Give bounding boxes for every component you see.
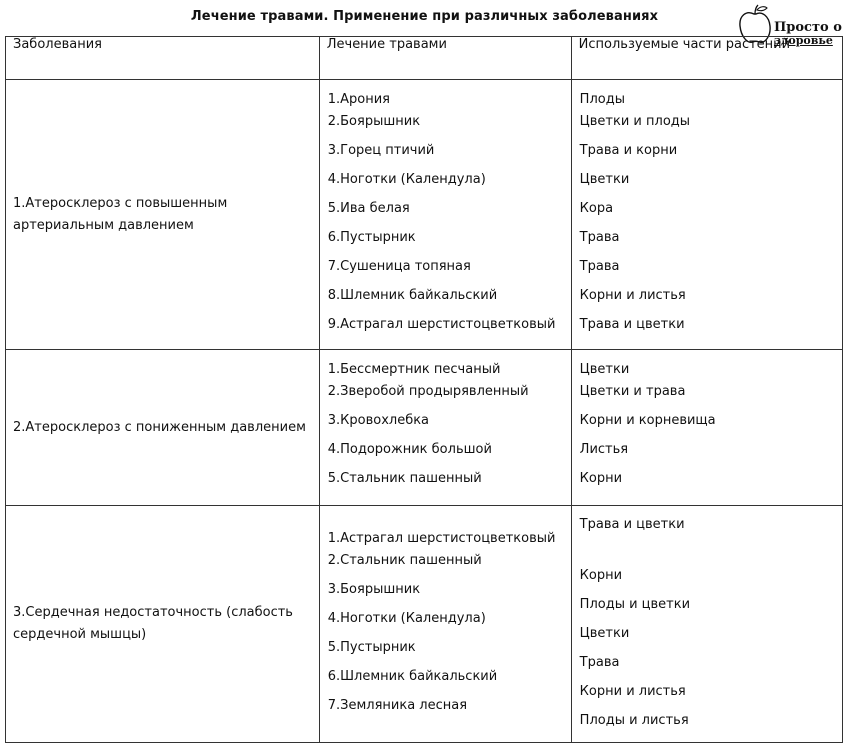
table-row: [6, 350, 843, 506]
herb-item: 4.Ноготки (Календула): [327, 611, 486, 626]
part-item: Корни и листья: [579, 288, 686, 303]
table-row: [6, 506, 843, 743]
part-item: Кора: [579, 201, 614, 216]
part-item: Плоды и цветки: [579, 597, 691, 612]
table-row: [6, 80, 843, 350]
herb-item: 2.Стальник пашенный: [327, 553, 482, 568]
herb-item: 4.Подорожник большой: [327, 442, 492, 457]
herb-item: 3.Кровохлебка: [327, 413, 430, 428]
herb-item: 1.Арония: [327, 92, 391, 107]
part-item: Трава: [579, 230, 620, 245]
herb-item: 7.Сушеница топяная: [327, 259, 471, 274]
part-item: Трава и цветки: [579, 517, 685, 532]
herb-item: 5.Ива белая: [327, 201, 410, 216]
part-item: Листья: [579, 442, 629, 457]
herb-item: 4.Ноготки (Календула): [327, 172, 486, 187]
part-item: Корни и корневища: [579, 413, 716, 428]
herb-item: 5.Пустырник: [327, 640, 416, 655]
disease-cell: [6, 80, 320, 350]
disease-name: 1.Атеросклероз с повышенным артериальным давлением: [13, 195, 228, 233]
herb-item: 1.Бессмертник песчаный: [327, 362, 501, 377]
part-item: Цветки и плоды: [579, 114, 691, 129]
disease-cell: [6, 350, 320, 506]
disease-cell: [6, 506, 320, 743]
part-item: Корни: [579, 568, 623, 583]
parts-cell: [571, 506, 842, 743]
herbs-cell: [319, 350, 571, 506]
part-item: Плоды и листья: [579, 713, 689, 728]
herbs-cell: [319, 506, 571, 743]
herb-item: 2.Зверобой продырявленный: [327, 384, 529, 399]
disease-name: 2.Атеросклероз с пониженным давлением: [13, 419, 306, 435]
part-item: Корни: [579, 471, 623, 486]
header-diseases: Заболевания: [6, 37, 320, 80]
page-title: Лечение травами. Применение при различных заболеваниях: [190, 9, 659, 24]
herb-item: 6.Шлемник байкальский: [327, 669, 498, 684]
disease-name: 3.Сердечная недостаточность (слабость сердечной мышцы): [13, 605, 293, 642]
part-item: Цветки: [579, 626, 630, 641]
logo-line2: здоровье: [774, 34, 833, 47]
herb-item: 7.Земляника лесная: [327, 698, 468, 713]
parts-cell: [571, 350, 842, 506]
herb-item: 9.Астрагал шерстистоцветковый: [327, 317, 556, 332]
part-item: Цветки и трава: [579, 384, 686, 399]
header-herbal-treatment: Лечение травами: [319, 37, 571, 80]
part-item: Трава и корни: [579, 143, 678, 158]
part-item: Трава: [579, 655, 620, 670]
part-item: Цветки: [579, 362, 630, 377]
herb-item: 6.Пустырник: [327, 230, 416, 245]
herb-item: 3.Горец птичий: [327, 143, 435, 158]
herb-item: 5.Стальник пашенный: [327, 471, 482, 486]
herb-item: 3.Боярышник: [327, 582, 421, 597]
herbal-treatment-table: [5, 36, 843, 743]
part-item: Трава: [579, 259, 620, 274]
herbs-cell: [319, 80, 571, 350]
table-header-row: [6, 37, 843, 80]
part-item: Цветки: [579, 172, 630, 187]
herb-item: 2.Боярышник: [327, 114, 421, 129]
parts-cell: [571, 80, 842, 350]
part-item: Корни и листья: [579, 684, 686, 699]
header-plant-parts: Используемые части растений: [571, 37, 842, 80]
part-item: Плоды: [579, 92, 625, 107]
herb-item: 1.Астрагал шерстистоцветковый: [327, 531, 556, 546]
logo-line1: Просто о: [774, 20, 842, 35]
herb-item: 8.Шлемник байкальский: [327, 288, 498, 303]
part-item: Трава и цветки: [579, 317, 685, 332]
